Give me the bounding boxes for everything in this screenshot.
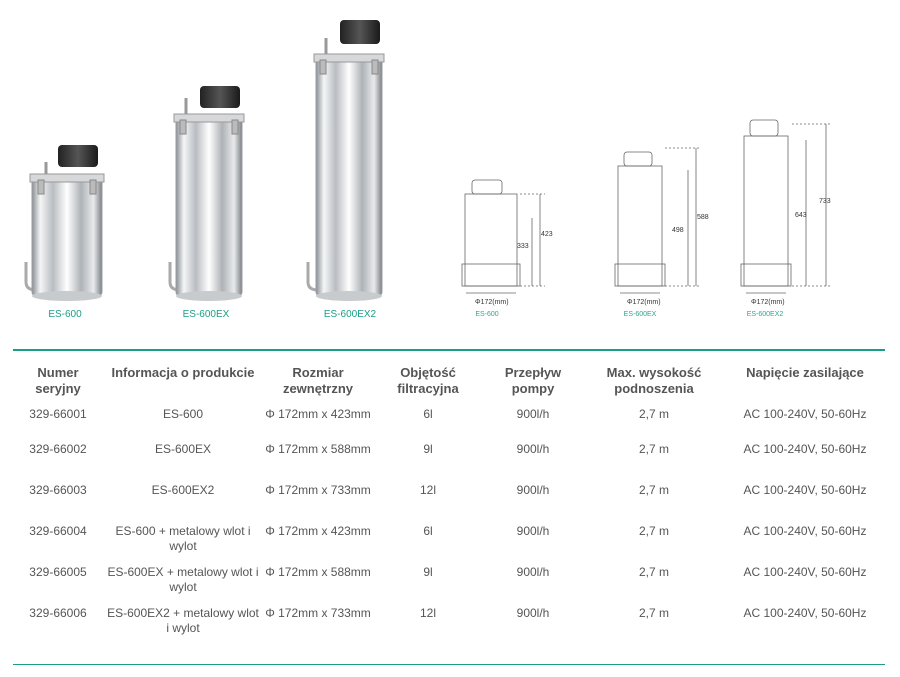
table-cell: AC 100-240V, 50-60Hz bbox=[743, 565, 867, 579]
column-header: Rozmiar zewnętrzny bbox=[282, 365, 354, 396]
table-row bbox=[13, 565, 885, 606]
table-cell: Φ 172mm x 423mm bbox=[265, 407, 371, 421]
es600ex2-diameter-label: Φ172(mm) bbox=[751, 299, 785, 306]
table-cell: 900l/h bbox=[516, 565, 550, 579]
table-cell: ES-600EX2 + metalowy wlot i wylot bbox=[107, 606, 259, 635]
es600-filter-photo bbox=[26, 145, 104, 301]
product-caption: ES-600EX bbox=[182, 309, 230, 320]
table-cell: ES-600 bbox=[162, 407, 204, 421]
table-cell: 329-66002 bbox=[29, 442, 87, 456]
table-header-row bbox=[13, 351, 885, 401]
product-figure bbox=[0, 0, 900, 330]
product-caption: ES-600 bbox=[48, 309, 82, 320]
table-cell: 2,7 m bbox=[638, 407, 669, 421]
table-cell: 2,7 m bbox=[638, 524, 669, 538]
table-cell: 900l/h bbox=[516, 524, 550, 538]
table-cell: 900l/h bbox=[516, 606, 550, 620]
table-cell: AC 100-240V, 50-60Hz bbox=[743, 524, 867, 538]
es600ex2-technical-drawing bbox=[741, 120, 830, 293]
table-cell: ES-600EX bbox=[154, 442, 212, 456]
table-cell: 9l bbox=[423, 442, 433, 456]
table-cell: 900l/h bbox=[516, 407, 550, 421]
es600-dim-inner: 333 bbox=[517, 243, 529, 250]
table-cell: 329-66006 bbox=[29, 606, 87, 620]
table-cell: ES-600EX + metalowy wlot i wylot bbox=[107, 565, 259, 594]
table-cell: 12l bbox=[419, 606, 436, 620]
table-row bbox=[13, 401, 885, 442]
table-cell: ES-600 + metalowy wlot i wylot bbox=[115, 524, 251, 553]
es600ex2-dim-outer: 733 bbox=[819, 198, 831, 205]
table-cell: 329-66003 bbox=[29, 483, 87, 497]
column-header: Napięcie zasilające bbox=[746, 365, 864, 380]
table-cell: ES-600EX2 bbox=[151, 483, 215, 497]
table-row bbox=[13, 483, 885, 524]
table-cell: 900l/h bbox=[516, 483, 550, 497]
es600-technical-drawing bbox=[462, 180, 545, 293]
table-cell: 2,7 m bbox=[638, 442, 669, 456]
table-cell: AC 100-240V, 50-60Hz bbox=[743, 407, 867, 421]
table-row bbox=[13, 606, 885, 647]
table-cell: AC 100-240V, 50-60Hz bbox=[743, 483, 867, 497]
table-cell: Φ 172mm x 733mm bbox=[265, 606, 371, 620]
es600ex-dim-inner: 498 bbox=[672, 227, 684, 234]
table-row bbox=[13, 442, 885, 483]
table-cell: 329-66004 bbox=[29, 524, 87, 538]
table-row bbox=[13, 524, 885, 565]
column-header: Informacja o produkcie bbox=[111, 365, 255, 380]
es600ex-filter-photo bbox=[170, 86, 244, 301]
table-cell: 9l bbox=[423, 565, 433, 579]
es600ex2-dim-inner: 643 bbox=[795, 212, 807, 219]
table-cell: Φ 172mm x 588mm bbox=[265, 565, 371, 579]
product-caption: ES-600EX2 bbox=[323, 309, 377, 320]
drawing-caption: ES-600EX2 bbox=[746, 311, 784, 318]
table-cell: 6l bbox=[423, 407, 433, 421]
column-header: Max. wysokość podnoszenia bbox=[606, 365, 702, 396]
table-cell: 12l bbox=[419, 483, 436, 497]
table-cell: 2,7 m bbox=[638, 483, 669, 497]
column-header: Przepływ pompy bbox=[504, 365, 562, 396]
column-header: Numer seryjny bbox=[35, 365, 81, 396]
table-cell: 900l/h bbox=[516, 442, 550, 456]
table-cell: AC 100-240V, 50-60Hz bbox=[743, 442, 867, 456]
es600ex-diameter-label: Φ172(mm) bbox=[627, 299, 661, 306]
table-cell: 329-66001 bbox=[29, 407, 87, 421]
drawing-caption: ES-600EX bbox=[623, 311, 657, 318]
table-cell: Φ 172mm x 588mm bbox=[265, 442, 371, 456]
table-cell: Φ 172mm x 423mm bbox=[265, 524, 371, 538]
es600ex-technical-drawing bbox=[615, 148, 700, 293]
es600-diameter-label: Φ172(mm) bbox=[475, 299, 509, 306]
drawing-caption: ES-600 bbox=[475, 311, 499, 318]
column-header: Objętość filtracyjna bbox=[397, 365, 459, 396]
table-cell: AC 100-240V, 50-60Hz bbox=[743, 606, 867, 620]
es600ex-dim-outer: 588 bbox=[697, 214, 709, 221]
table-cell: Φ 172mm x 733mm bbox=[265, 483, 371, 497]
es600-dim-outer: 423 bbox=[541, 231, 553, 238]
table-cell: 6l bbox=[423, 524, 433, 538]
es600ex2-filter-photo bbox=[308, 20, 384, 301]
table-cell: 2,7 m bbox=[638, 606, 669, 620]
spec-table bbox=[13, 349, 885, 665]
table-cell: 2,7 m bbox=[638, 565, 669, 579]
table-cell: 329-66005 bbox=[29, 565, 87, 579]
product-illustration bbox=[0, 0, 900, 330]
